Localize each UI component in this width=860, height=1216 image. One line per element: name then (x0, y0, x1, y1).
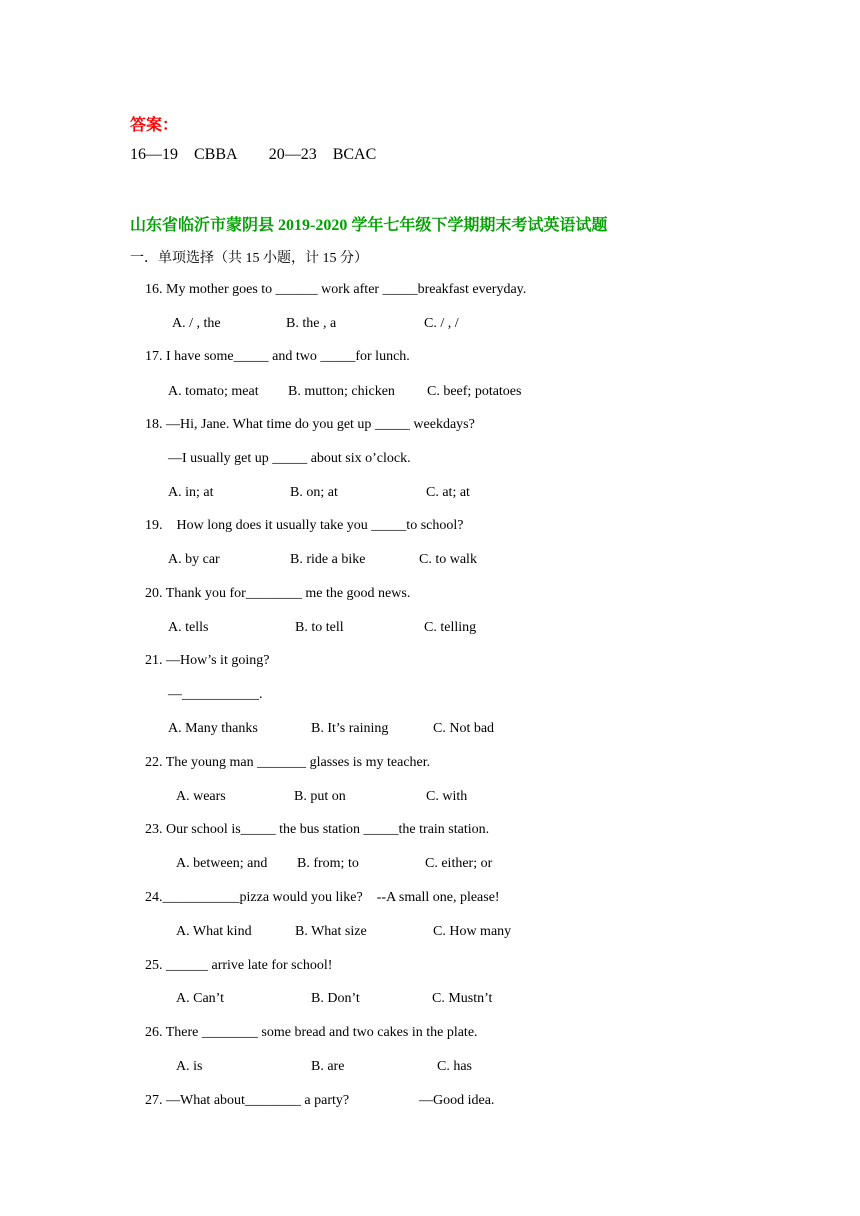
option-c: C. Mustn’t (432, 991, 493, 1006)
exam-title: 山东省临沂市蒙阴县 2019-2020 学年七年级下学期期末考试英语试题 (130, 217, 608, 234)
question-stem: 19. How long does it usually take you _____to school? (145, 518, 464, 533)
answer-key-line: 16—19 CBBA 20—23 BCAC (130, 146, 377, 163)
option-a: A. is (176, 1059, 203, 1074)
option-b: B. are (311, 1059, 345, 1074)
option-a: A. / , the (172, 316, 221, 331)
option-a: A. Many thanks (168, 721, 258, 736)
option-b: B. Don’t (311, 991, 360, 1006)
question-stem: 20. Thank you for________ me the good news. (145, 586, 411, 601)
option-b: B. mutton; chicken (288, 384, 395, 399)
option-c: C. has (437, 1059, 472, 1074)
option-a: A. What kind (176, 924, 252, 939)
question-stem-line2: —I usually get up _____ about six o’clock. (168, 451, 411, 466)
option-c: C. telling (424, 620, 477, 635)
question-stem: 24.___________pizza would you like? --A small one, please! (145, 890, 500, 905)
option-b: B. What size (295, 924, 367, 939)
question-stem: 16. My mother goes to ______ work after _____breakfast everyday. (145, 282, 527, 297)
question-stem: 22. The young man _______ glasses is my teacher. (145, 755, 431, 770)
option-b: B. It’s raining (311, 721, 389, 736)
option-b: B. on; at (290, 485, 338, 500)
question-stem: 21. —How’s it going? (145, 653, 270, 668)
option-b: B. from; to (297, 856, 359, 871)
section-heading: 一．单项选择（共 15 小题，计 15 分） (130, 251, 368, 266)
option-c: C. to walk (419, 552, 477, 567)
answer-label: 答案： (130, 117, 179, 134)
question-stem: 25. ______ arrive late for school! (145, 958, 333, 973)
option-c: C. How many (433, 924, 512, 939)
option-a: A. Can’t (176, 991, 224, 1006)
option-c: C. either; or (425, 856, 493, 871)
question-stem: 26. There ________ some bread and two cakes in the plate. (145, 1025, 478, 1040)
option-c: C. / , / (424, 316, 459, 331)
option-a: A. by car (168, 552, 220, 567)
option-b: B. put on (294, 789, 346, 804)
option-a: A. wears (176, 789, 226, 804)
question-stem: 18. —Hi, Jane. What time do you get up _____ weekdays? (145, 417, 475, 432)
option-b: B. to tell (295, 620, 344, 635)
question-stem: 27. —What about________ a party? (145, 1093, 350, 1108)
question-stem-line2: —___________. (168, 687, 263, 702)
option-a: A. tomato; meat (168, 384, 259, 399)
question-stem: 23. Our school is_____ the bus station _____the train station. (145, 822, 490, 837)
option-a: A. between; and (176, 856, 268, 871)
option-c: C. at; at (426, 485, 470, 500)
option-c: C. Not bad (433, 721, 495, 736)
question-reply: —Good idea. (419, 1093, 495, 1108)
option-c: C. beef; potatoes (427, 384, 522, 399)
option-c: C. with (426, 789, 468, 804)
option-b: B. the , a (286, 316, 337, 331)
option-a: A. in; at (168, 485, 214, 500)
option-b: B. ride a bike (290, 552, 366, 567)
option-a: A. tells (168, 620, 209, 635)
question-stem: 17. I have some_____ and two _____for lunch. (145, 349, 410, 364)
